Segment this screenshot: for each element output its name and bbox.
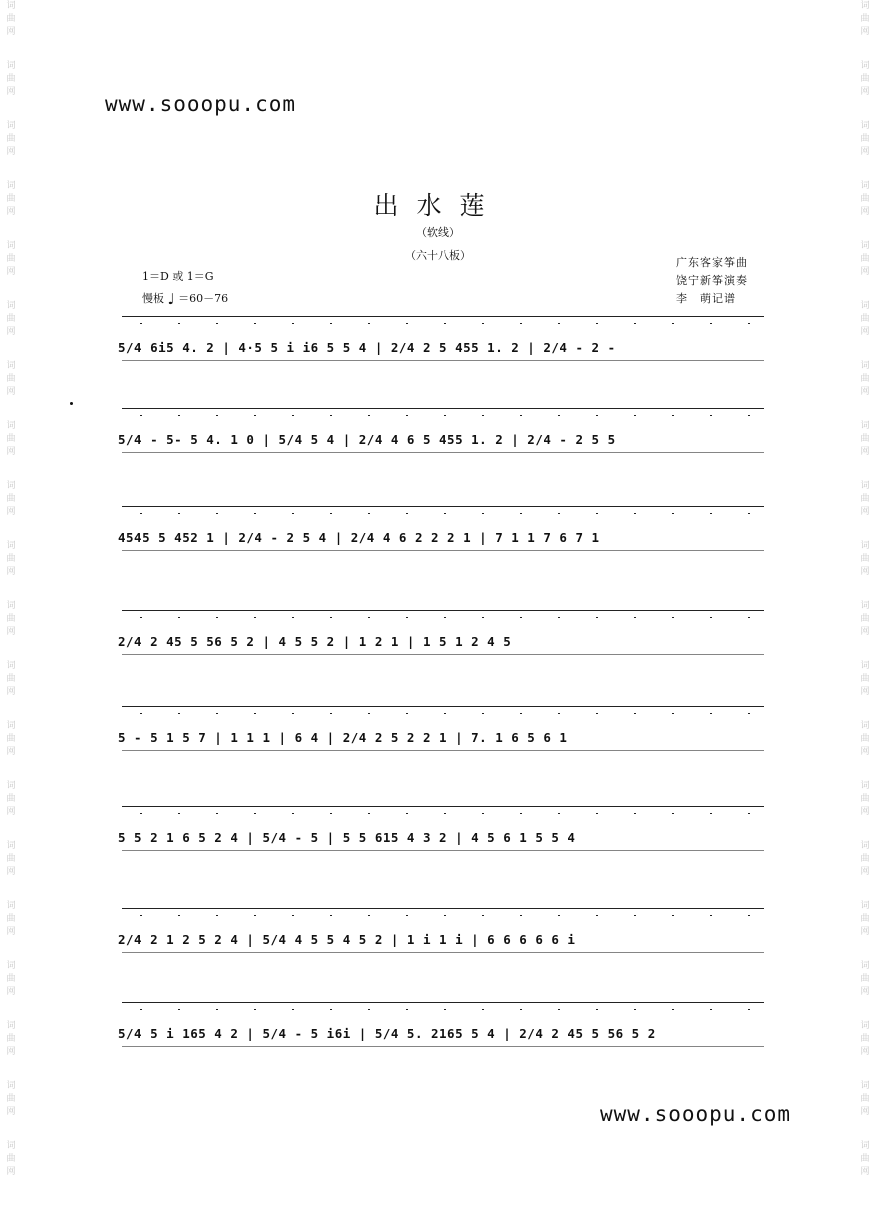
notation-line: 5/4 6i5 4. 2 | 4·5 5 i i6 5 5 4 | 2/4 2 5 455 1. 2 | 2/4 - 2 - [118, 340, 616, 355]
watermark-mark: 词 曲 网 [860, 1081, 870, 1117]
notation-system [118, 902, 768, 978]
watermark-mark: 词 曲 网 [6, 781, 16, 817]
watermark-mark: 词 曲 网 [860, 901, 870, 937]
watermark-column-left [0, 0, 22, 1218]
watermark-mark: 词 曲 网 [6, 481, 16, 517]
notation-system [118, 700, 768, 776]
watermark-mark: 词 曲 网 [860, 121, 870, 157]
watermark-column-right [854, 0, 876, 1218]
slur-line [122, 610, 764, 625]
score-sections: （六十八板） [405, 249, 471, 262]
credit-performer: 饶宁新筝演奏 [676, 274, 748, 287]
score-title: 出水莲 [373, 191, 503, 220]
slur-line [122, 506, 764, 521]
slur-line [122, 1002, 764, 1017]
credit-source: 广东客家筝曲 [676, 256, 748, 269]
notation-line: 2/4 2 45 5 56 5 2 | 4 5 5 2 | 1 2 1 | 1 5 1 2 4 5 [118, 634, 512, 649]
watermark-mark: 词 曲 网 [860, 301, 870, 337]
notation-line: 5/4 - 5- 5 4. 1 0 | 5/4 5 4 | 2/4 4 6 5 455 1. 2 | 2/4 - 2 5 5 [118, 432, 616, 447]
watermark-mark: 词 曲 网 [6, 661, 16, 697]
beam-underline [122, 654, 764, 659]
beam-underline [122, 1046, 764, 1051]
notation-system [118, 604, 768, 680]
watermark-mark: 词 曲 网 [6, 1141, 16, 1177]
beam-underline [122, 452, 764, 457]
slur-line [122, 908, 764, 923]
watermark-mark: 词 曲 网 [6, 961, 16, 997]
notation-line: 5 5 2 1 6 5 2 4 | 5/4 - 5 | 5 5 615 4 3 2 | 4 5 6 1 5 5 4 [118, 830, 576, 845]
credit-transcriber: 李 萌记谱 [676, 292, 736, 305]
watermark-mark: 词 曲 网 [860, 661, 870, 697]
watermark-mark: 词 曲 网 [860, 1, 870, 37]
beam-underline [122, 850, 764, 855]
watermark-mark: 词 曲 网 [6, 121, 16, 157]
watermark-mark: 词 曲 网 [6, 841, 16, 877]
notation-line: 5/4 5 i 165 4 2 | 5/4 - 5 i6i | 5/4 5. 2165 5 4 | 2/4 2 45 5 56 5 2 [118, 1026, 656, 1041]
site-url-top[interactable]: www.sooopu.com [105, 92, 297, 116]
beam-underline [122, 750, 764, 755]
quarter-note-icon: ♩ [167, 290, 175, 308]
watermark-mark: 词 曲 网 [860, 1021, 870, 1057]
slur-line [122, 706, 764, 721]
slur-line [122, 316, 764, 331]
watermark-mark: 词 曲 网 [6, 61, 16, 97]
watermark-mark: 词 曲 网 [860, 361, 870, 397]
watermark-mark: 词 曲 网 [860, 601, 870, 637]
score-subtitle: （软线） [416, 226, 460, 239]
notation-system [118, 800, 768, 876]
watermark-mark: 词 曲 网 [6, 361, 16, 397]
watermark-mark: 词 曲 网 [860, 61, 870, 97]
tempo-marking [142, 290, 228, 308]
watermark-mark: 词 曲 网 [860, 541, 870, 577]
watermark-mark: 词 曲 网 [860, 841, 870, 877]
watermark-mark: 词 曲 网 [6, 421, 16, 457]
watermark-mark: 词 曲 网 [6, 901, 16, 937]
slur-line [122, 806, 764, 821]
watermark-mark: 词 曲 网 [860, 481, 870, 517]
beam-underline [122, 360, 764, 365]
watermark-mark: 词 曲 网 [6, 721, 16, 757]
slur-line [122, 408, 764, 423]
watermark-mark: 词 曲 网 [860, 181, 870, 217]
watermark-mark: 词 曲 网 [6, 301, 16, 337]
watermark-mark: 词 曲 网 [860, 421, 870, 457]
watermark-mark: 词 曲 网 [860, 1141, 870, 1177]
watermark-mark: 词 曲 网 [6, 1081, 16, 1117]
watermark-mark: 词 曲 网 [860, 781, 870, 817]
watermark-mark: 词 曲 网 [860, 961, 870, 997]
key-signature: 1＝D 或 1＝G [142, 270, 214, 283]
notation-system [118, 996, 768, 1072]
notation-line: 5 - 5 1 5 7 | 1 1 1 | 6 4 | 2/4 2 5 2 2 1 | 7. 1 6 5 6 1 [118, 730, 568, 745]
beam-underline [122, 550, 764, 555]
watermark-mark: 词 曲 网 [6, 601, 16, 637]
watermark-mark: 词 曲 网 [6, 1021, 16, 1057]
notation-line: 4545 5 452 1 | 2/4 - 2 5 4 | 2/4 4 6 2 2 2 1 | 7 1 1 7 6 7 1 [118, 530, 600, 545]
notation-system [118, 402, 768, 478]
watermark-mark: 词 曲 网 [6, 541, 16, 577]
watermark-mark: 词 曲 网 [6, 1, 16, 37]
watermark-mark: 词 曲 网 [860, 721, 870, 757]
beam-underline [122, 952, 764, 957]
notation-system [118, 500, 768, 576]
site-url-bottom[interactable]: www.sooopu.com [600, 1102, 792, 1126]
notation-line: 2/4 2 1 2 5 2 4 | 5/4 4 5 5 4 5 2 | 1 i 1 i | 6 6 6 6 6 i [118, 932, 576, 947]
stray-mark [70, 402, 73, 405]
watermark-mark: 词 曲 网 [6, 241, 16, 277]
tempo-value: ＝60－76 [178, 292, 229, 305]
tempo-label: 慢板 [142, 292, 164, 305]
watermark-mark: 词 曲 网 [860, 241, 870, 277]
watermark-mark: 词 曲 网 [6, 181, 16, 217]
notation-system [118, 310, 768, 386]
